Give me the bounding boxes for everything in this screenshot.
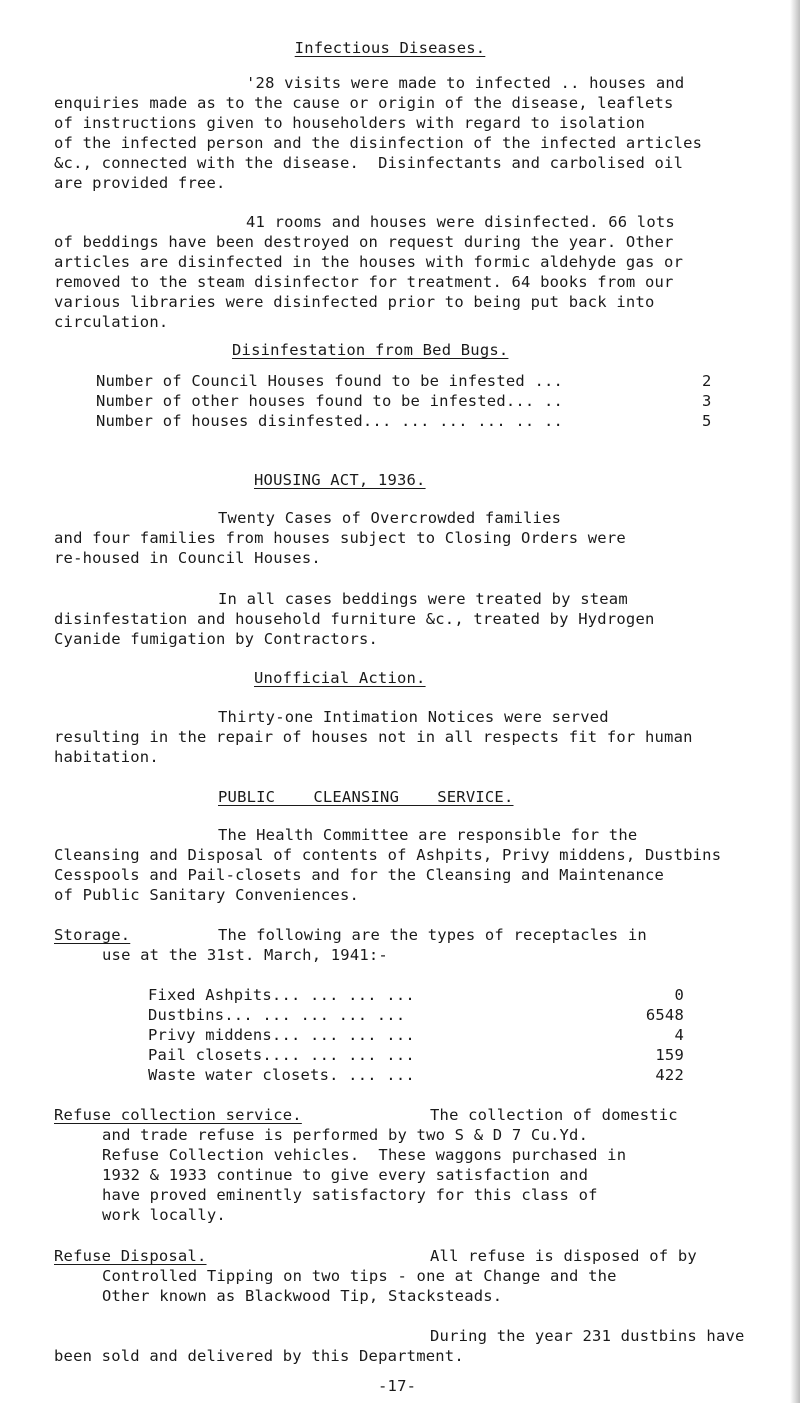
housing-line-2: and four families from houses subject to Closing Orders were [54, 529, 626, 547]
unofficial-line-3: habitation. [54, 748, 159, 766]
housing-line-4: In all cases beddings were treated by steam [218, 590, 628, 608]
cleansing-line-4: of Public Sanitary Conveniences. [54, 886, 360, 904]
infectious-line-3: of instructions given to householders with regard to isolation [54, 114, 645, 132]
housing-line-5: disinfestation and household furniture &c., treated by Hydrogen [54, 610, 655, 628]
housing-line-1: Twenty Cases of Overcrowded families [218, 509, 562, 527]
page-number: -17- [378, 1377, 417, 1395]
refuse-collection-line-3: Refuse Collection vehicles. These waggons purchased in [102, 1146, 627, 1164]
cleansing-line-1: The Health Committee are responsible for the [218, 826, 638, 844]
storage-line-2: use at the 31st. March, 1941:- [102, 946, 388, 964]
refuse-collection-line-5: have proved eminently satisfactory for this class of [102, 1186, 598, 1204]
unofficial-line-2: resulting in the repair of houses not in all respects fit for human [54, 728, 693, 746]
unofficial-action-title: Unofficial Action. [254, 669, 426, 687]
refuse-collection-line-4: 1932 & 1933 continue to give every satisfaction and [102, 1166, 589, 1184]
disinfection-line-3: articles are disinfected in the houses with formic aldehyde gas or [54, 253, 684, 271]
refuse-collection-line-2: and trade refuse is performed by two S & D 7 Cu.Yd. [102, 1126, 589, 1144]
bed-bugs-row-value: 3 [702, 392, 712, 410]
bed-bugs-row-label: Number of Council Houses found to be infested ... [96, 372, 564, 390]
unofficial-line-1: Thirty-one Intimation Notices were served [218, 708, 609, 726]
refuse-collection-label: Refuse collection service. [54, 1106, 302, 1124]
housing-line-3: re-housed in Council Houses. [54, 549, 321, 567]
storage-item-label: Fixed Ashpits... ... ... ... [148, 986, 415, 1004]
disinfection-line-5: various libraries were disinfected prior to being put back into [54, 293, 655, 311]
storage-item-label: Privy middens... ... ... ... [148, 1026, 415, 1044]
bed-bugs-row-value: 2 [702, 372, 712, 390]
disinfection-line-2: of beddings have been destroyed on request during the year. Other [54, 233, 674, 251]
disinfection-line-4: removed to the steam disinfector for treatment. 64 books from our [54, 273, 674, 291]
housing-line-6: Cyanide fumigation by Contractors. [54, 630, 379, 648]
dustbins-line-2: been sold and delivered by this Department. [54, 1347, 464, 1365]
disinfection-line-6: circulation. [54, 313, 169, 331]
storage-item-value: 6548 [645, 1006, 684, 1024]
infectious-line-6: are provided free. [54, 174, 226, 192]
storage-item-value: 422 [655, 1066, 684, 1084]
storage-item-value: 4 [674, 1026, 684, 1044]
refuse-disposal-line-3: Other known as Blackwood Tip, Stacksteads. [102, 1287, 503, 1305]
public-cleansing-title: PUBLIC CLEANSING SERVICE. [218, 788, 514, 806]
storage-line-1: The following are the types of receptacles in [218, 926, 647, 944]
storage-label: Storage. [54, 926, 131, 944]
storage-item-label: Dustbins... ... ... ... ... [148, 1006, 406, 1024]
refuse-disposal-line-1: All refuse is disposed of by [430, 1247, 697, 1265]
bed-bugs-row-label: Number of other houses found to be infested... .. [96, 392, 564, 410]
bed-bugs-row-value: 5 [702, 412, 712, 430]
infectious-line-2: enquiries made as to the cause or origin of the disease, leaflets [54, 94, 674, 112]
dustbins-line-1: During the year 231 dustbins have [430, 1327, 745, 1345]
infectious-line-1: '28 visits were made to infected .. houses and [246, 74, 685, 92]
page-heading: Infectious Diseases. [294, 39, 486, 57]
infectious-line-5: &c., connected with the disease. Disinfectants and carbolised oil [54, 154, 684, 172]
cleansing-line-2: Cleansing and Disposal of contents of Ashpits, Privy middens, Dustbins [54, 846, 722, 864]
storage-item-value: 159 [655, 1046, 684, 1064]
infectious-line-4: of the infected person and the disinfection of the infected articles [54, 134, 703, 152]
refuse-collection-line-1: The collection of domestic [430, 1106, 678, 1124]
cleansing-line-3: Cesspools and Pail-closets and for the Cleansing and Maintenance [54, 866, 665, 884]
page-edge-shadow [790, 0, 800, 1403]
refuse-collection-line-6: work locally. [102, 1206, 226, 1224]
bed-bugs-row-label: Number of houses disinfested... ... ... ... .. .. [96, 412, 564, 430]
bed-bugs-title: Disinfestation from Bed Bugs. [232, 341, 509, 359]
disinfection-line-1: 41 rooms and houses were disinfected. 66 lots [246, 213, 675, 231]
storage-item-value: 0 [674, 986, 684, 1004]
refuse-disposal-label: Refuse Disposal. [54, 1247, 207, 1265]
storage-item-label: Waste water closets. ... ... [148, 1066, 415, 1084]
storage-item-label: Pail closets.... ... ... ... [148, 1046, 415, 1064]
housing-act-title: HOUSING ACT, 1936. [254, 471, 426, 489]
refuse-disposal-line-2: Controlled Tipping on two tips - one at Change and the [102, 1267, 617, 1285]
